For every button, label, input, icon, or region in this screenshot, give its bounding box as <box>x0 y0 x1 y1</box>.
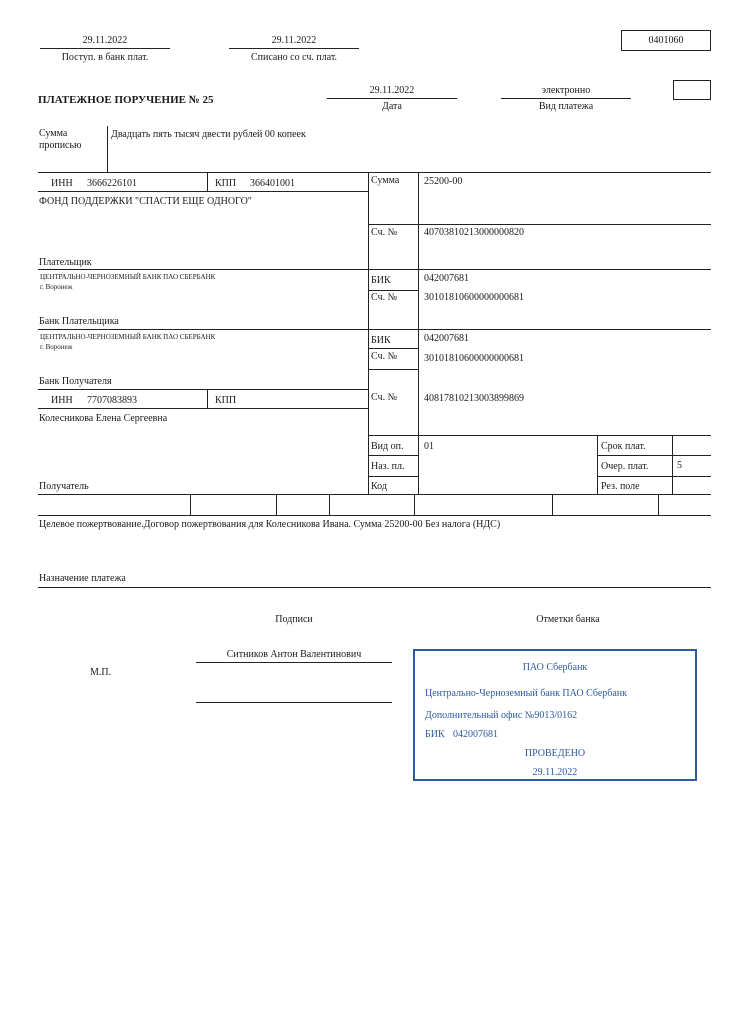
payee-inn-line <box>38 408 368 409</box>
payee-bank-name: ЦЕНТРАЛЬНО-ЧЕРНОЗЕМНЫЙ БАНК ПАО СБЕРБАНК <box>40 333 216 341</box>
reserve-label: Рез. поле <box>601 481 640 492</box>
payee-account: 40817810213003899869 <box>424 393 524 404</box>
amount-words-divider <box>107 126 108 172</box>
payer-bank-bottom-line <box>38 329 711 330</box>
stamp-bik-label: БИК <box>425 729 445 740</box>
stamp-branch: Центрально-Черноземный банк ПАО Сбербанк <box>425 688 628 699</box>
payee-kpp-label: КПП <box>215 395 237 406</box>
bank-stamp <box>413 649 697 781</box>
payer-corr-label: Сч. № <box>371 292 398 303</box>
bank-marks-label: Отметки банка <box>536 614 600 625</box>
tax-cell-3 <box>329 494 330 515</box>
sum-label: Сумма <box>371 175 400 186</box>
payer-corr: 30101810600000000681 <box>424 292 524 303</box>
signatures-label: Подписи <box>275 614 313 625</box>
document-title: ПЛАТЕЖНОЕ ПОРУЧЕНИЕ № 25 <box>38 94 214 106</box>
payee-bank-bottom-line <box>38 389 368 390</box>
payer-bank-city: г. Воронеж <box>40 283 73 291</box>
stamp-bik: 042007681 <box>453 729 498 740</box>
payer-name: ФОНД ПОДДЕРЖКИ "СПАСТИ ЕЩЕ ОДНОГО" <box>39 196 252 207</box>
payer-bik-label: БИК <box>371 275 391 286</box>
payer-account-bottom-line <box>368 269 711 270</box>
purpose-code-line <box>368 476 418 477</box>
main-divider-right <box>418 172 419 494</box>
tax-row-bottom-line <box>38 515 711 516</box>
debited-line <box>229 48 359 49</box>
codes-top-line <box>368 435 711 436</box>
payer-kpp-label: КПП <box>215 178 237 189</box>
payee-name: Колесникова Елена Сергеевна <box>39 413 168 424</box>
payee-bik: 042007681 <box>424 333 469 344</box>
order-date: 29.11.2022 <box>369 85 415 96</box>
amount-words-label-2: прописью <box>39 140 82 151</box>
op-type-line <box>368 455 418 456</box>
tax-cell-6 <box>658 494 659 515</box>
bank-received-label: Поступ. в банк плат. <box>61 52 149 63</box>
payer-bik: 042007681 <box>424 273 469 284</box>
debited-label: Списано со сч. плат. <box>250 52 338 63</box>
payer-bottom-line <box>38 269 368 270</box>
payee-bank-label: Банк Получателя <box>39 376 112 387</box>
payer-inn-line <box>38 191 368 192</box>
codes-value-divider <box>672 435 673 494</box>
op-type: 01 <box>424 441 434 452</box>
payee-label: Получатель <box>39 481 89 492</box>
priority-line <box>597 476 711 477</box>
payee-account-label: Сч. № <box>371 392 398 403</box>
form-code: 0401060 <box>648 35 684 46</box>
payer-bik-line <box>368 290 418 291</box>
codes-right-divider <box>597 435 598 494</box>
payer-bank-name: ЦЕНТРАЛЬНО-ЧЕРНОЗЕМНЫЙ БАНК ПАО СБЕРБАНК <box>40 273 216 281</box>
bank-received-date: 29.11.2022 <box>82 35 128 46</box>
payer-bank-label: Банк Плательщика <box>39 316 119 327</box>
purpose-label: Назначение платежа <box>39 573 126 584</box>
priority-label: Очер. плат. <box>601 461 649 472</box>
amount-words-value: Двадцать пять тысяч двести рублей 00 копеек <box>111 129 306 140</box>
payee-inn-kpp-divider <box>207 389 208 408</box>
tax-cell-5 <box>552 494 553 515</box>
row-line-amount <box>38 172 711 173</box>
purpose-bottom-line <box>38 587 711 588</box>
stamp-date: 29.11.2022 <box>532 767 578 778</box>
payer-inn-label: ИНН <box>51 178 73 189</box>
payee-corr: 30101810600000000681 <box>424 353 524 364</box>
priority-value: 5 <box>677 460 682 471</box>
signature-line-1 <box>196 662 392 663</box>
tax-cell-1 <box>190 494 191 515</box>
sum-value: 25200-00 <box>424 176 463 187</box>
payment-type: электронно <box>541 85 591 96</box>
sum-account-line <box>368 224 711 225</box>
payer-account: 40703810213000000820 <box>424 227 524 238</box>
payee-inn: 7707083893 <box>87 395 137 406</box>
main-divider-left <box>368 172 369 494</box>
amount-words-label-1: Сумма <box>39 128 68 139</box>
seal-label: М.П. <box>90 667 112 678</box>
purpose-text: Целевое пожертвование.Договор пожертвования для Колесникова Ивана. Сумма 25200-00 Без налога (НДС) <box>39 519 501 530</box>
term-label: Срок плат. <box>601 441 646 452</box>
payment-type-line <box>501 98 631 99</box>
order-date-label: Дата <box>382 101 402 112</box>
purpose-code-label: Наз. пл. <box>371 461 405 472</box>
tax-cell-4 <box>414 494 415 515</box>
field-101-box <box>673 80 711 100</box>
bank-received-line <box>40 48 170 49</box>
payee-corr-label: Сч. № <box>371 351 398 362</box>
signature-line-2 <box>196 702 392 703</box>
payer-account-label: Сч. № <box>371 227 398 238</box>
payee-bik-line <box>368 348 418 349</box>
payer-inn: 3666226101 <box>87 178 137 189</box>
form-code-box <box>621 30 711 51</box>
term-line <box>597 455 711 456</box>
payee-corr-line <box>368 369 418 370</box>
payer-label: Плательщик <box>39 257 92 268</box>
payee-bank-city: г. Воронеж <box>40 343 73 351</box>
op-type-label: Вид оп. <box>371 441 404 452</box>
signer-name: Ситников Антон Валентинович <box>226 649 362 660</box>
tax-row-top-line <box>38 494 711 495</box>
payee-bik-label: БИК <box>371 335 391 346</box>
debited-date: 29.11.2022 <box>271 35 317 46</box>
tax-cell-2 <box>276 494 277 515</box>
payer-kpp: 366401001 <box>250 178 295 189</box>
payee-inn-label: ИНН <box>51 395 73 406</box>
code-label: Код <box>371 481 387 492</box>
stamp-bank: ПАО Сбербанк <box>522 662 588 673</box>
payment-type-label: Вид платежа <box>538 101 594 112</box>
payer-inn-kpp-divider <box>207 172 208 191</box>
stamp-status: ПРОВЕДЕНО <box>524 748 586 759</box>
order-date-line <box>327 98 457 99</box>
stamp-office: Дополнительный офис №9013/0162 <box>425 710 578 721</box>
